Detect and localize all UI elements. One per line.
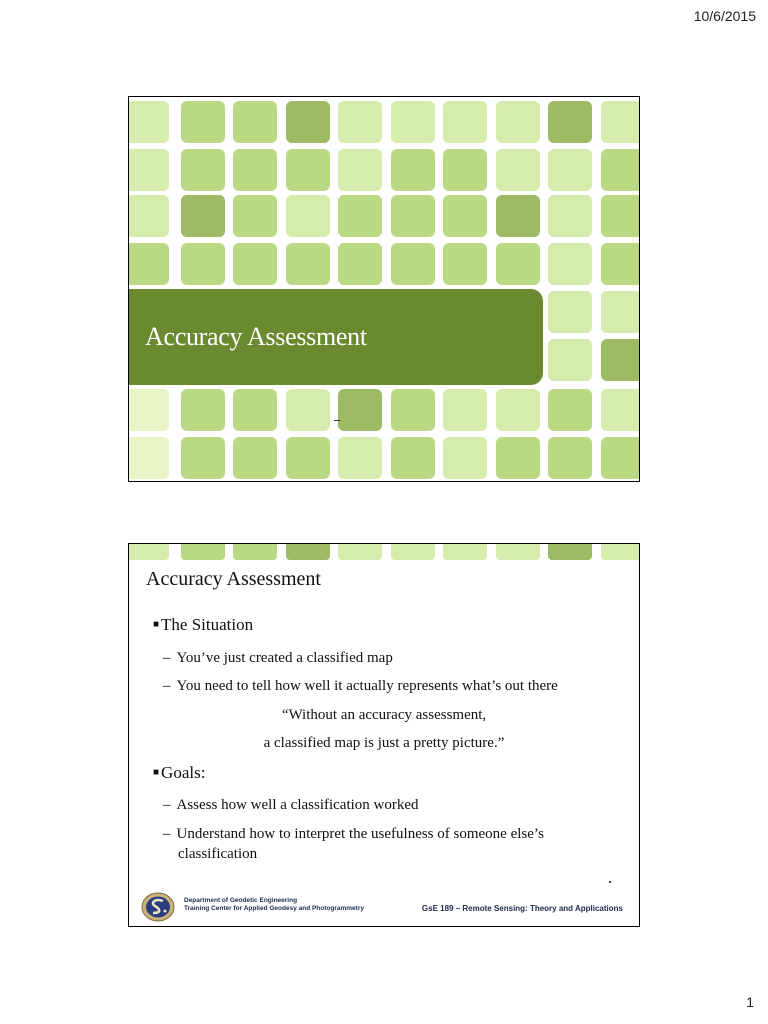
- mosaic-tile: [286, 195, 330, 237]
- slide-body: [129, 544, 639, 926]
- mosaic-tile: [286, 437, 330, 479]
- subtitle-placeholder-dash: [334, 420, 340, 421]
- dash-bullet-icon: –: [163, 678, 171, 694]
- dash-bullet-icon: –: [163, 826, 171, 842]
- title-banner: [129, 289, 543, 385]
- mosaic-tile: [181, 243, 225, 285]
- mosaic-tile: [601, 101, 640, 143]
- slide-title: Accuracy Assessment: [145, 322, 367, 351]
- mosaic-tile: [181, 389, 225, 431]
- mosaic-tile: [286, 389, 330, 431]
- sub-bullet: – You need to tell how well it actually represents what’s out there: [163, 678, 558, 694]
- title-slide: [128, 96, 640, 482]
- sub-bullet: – You’ve just created a classified map: [163, 650, 393, 666]
- mosaic-tile: [233, 149, 277, 191]
- mosaic-tile: [391, 195, 435, 237]
- mosaic-tile: [601, 339, 640, 381]
- square-bullet-icon: ■: [153, 767, 160, 778]
- content-slide: [128, 543, 640, 927]
- mosaic-tile: [286, 149, 330, 191]
- mosaic-tile: [496, 195, 540, 237]
- mosaic-tile: [496, 389, 540, 431]
- mosaic-tile: [181, 437, 225, 479]
- sub-bullet: – Understand how to interpret the usefulness of someone else’s: [163, 826, 544, 842]
- mosaic-tile: [548, 291, 592, 333]
- mosaic-tile: [548, 195, 592, 237]
- mosaic-tile: [601, 389, 640, 431]
- mosaic-tile: [128, 149, 169, 191]
- bullet-goals: ■ Goals:: [153, 763, 206, 782]
- mosaic-tile: [443, 243, 487, 285]
- dash-bullet-icon: –: [163, 797, 171, 813]
- mosaic-tile: [338, 149, 382, 191]
- mosaic-tile: [443, 437, 487, 479]
- mosaic-tile: [496, 149, 540, 191]
- mosaic-tile: [338, 195, 382, 237]
- mosaic-tile: [233, 243, 277, 285]
- department-name: Department of Geodetic Engineering Training Center for Applied Geodesy and Photogrammetry: [184, 897, 364, 912]
- mosaic-tile: [338, 437, 382, 479]
- square-bullet-icon: ■: [153, 619, 160, 630]
- mosaic-tile: [233, 437, 277, 479]
- department-logo-icon: [141, 892, 175, 922]
- mosaic-tile: [181, 195, 225, 237]
- mosaic-tile: [548, 339, 592, 381]
- mosaic-tile: [338, 389, 382, 431]
- mosaic-tile: [601, 195, 640, 237]
- mosaic-tile: [233, 389, 277, 431]
- bullet-situation: ■ The Situation: [153, 615, 254, 634]
- dash-bullet-icon: –: [163, 650, 171, 666]
- mosaic-tile: [128, 437, 169, 479]
- mosaic-tile: [496, 243, 540, 285]
- quote-line: “Without an accuracy assessment,: [281, 707, 487, 723]
- mosaic-tile: [286, 101, 330, 143]
- mosaic-tile: [443, 389, 487, 431]
- mosaic-tile: [443, 101, 487, 143]
- mosaic-tile: [181, 149, 225, 191]
- mosaic-tile: [233, 195, 277, 237]
- mosaic-tile: [128, 243, 169, 285]
- course-label: GsE 189 – Remote Sensing: Theory and Applications: [421, 904, 623, 913]
- mosaic-tile: [128, 101, 169, 143]
- mosaic-tile: [338, 243, 382, 285]
- mosaic-tile: [548, 389, 592, 431]
- page-number: 1: [746, 994, 754, 1010]
- mosaic-tile: [496, 437, 540, 479]
- mosaic-tile: [286, 243, 330, 285]
- mosaic-tile: [601, 149, 640, 191]
- mosaic-tile: [548, 437, 592, 479]
- mosaic-tile: [548, 149, 592, 191]
- mosaic-tile: [391, 389, 435, 431]
- slide-footer: [129, 888, 639, 927]
- mosaic-tile: [601, 243, 640, 285]
- slide-heading: Accuracy Assessment: [146, 568, 321, 590]
- stray-dot: [609, 881, 611, 883]
- mosaic-tile: [443, 195, 487, 237]
- mosaic-tile: [391, 437, 435, 479]
- sub-bullet: – Assess how well a classification worked: [163, 797, 419, 813]
- sub-bullet-continuation: classification: [178, 846, 258, 862]
- mosaic-tile: [391, 243, 435, 285]
- mosaic-tile: [338, 101, 382, 143]
- mosaic-tile: [391, 149, 435, 191]
- mosaic-tile: [128, 195, 169, 237]
- mosaic-tile: [601, 291, 640, 333]
- page-date: 10/6/2015: [693, 8, 756, 24]
- mosaic-tile: [443, 149, 487, 191]
- mosaic-tile: [496, 101, 540, 143]
- mosaic-tile: [548, 243, 592, 285]
- mosaic-tile: [548, 101, 592, 143]
- mosaic-tile: [181, 101, 225, 143]
- mosaic-tile: [391, 101, 435, 143]
- mosaic-tile: [601, 437, 640, 479]
- mosaic-tile: [233, 101, 277, 143]
- mosaic-tile: [128, 389, 169, 431]
- quote-line: a classified map is just a pretty picture.”: [263, 735, 505, 751]
